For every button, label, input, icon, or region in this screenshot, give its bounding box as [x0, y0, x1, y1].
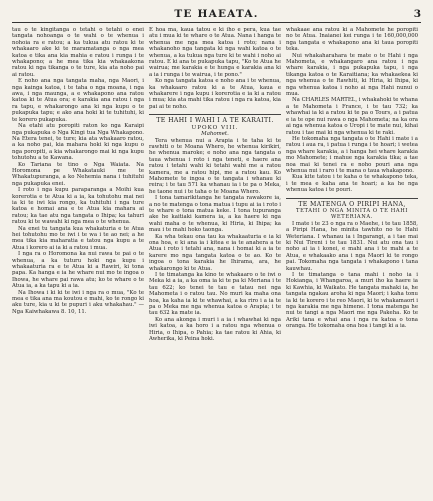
page-header [12, 6, 421, 23]
page-number: 3 [413, 8, 421, 20]
paragraph: I roto i nga kupu paraparanga a Moihi kua korerotia e te Atua ki a ia, ka tohutohu mai nei ia ki te iwi kia rongo, ka tuhituhi i nga ture katoa e homai ana e te Atua kia mahara ai ratou; ka tae atu nga tangata o Ihipa; ka tahuri ratou ki te wawahi ki nga mea o te whenua. [12, 187, 144, 226]
paragraph: Na Ihowa i ki ki te iwi i nga ra o mua, "Ko te mea e tika ana ma koutou e mahi, ko te rongo ki aku ture, kia u ki te pupuri i aku whakahau." — Nga Kaiwhakawa 8. 10, 11. [12, 289, 144, 315]
paragraph: I te timatanga o tana mahi i noho ia i Hokianga, i Whangaroa, a muri iho ka haere ia ki Kawhia, ki Waikato. He tangata mahaki ia, he tangata ngakau aroha ki nga Maori; i kaha tonu ia ki te korero i te reo Maori, ki te whakamaori i nga karakia me nga himene. I tona matenga he nui te tangi a nga Maori me nga Pakeha. Ko te Ariki tana e whai ana i nga ra katoa o tona oranga. He tokomaha ona hoa i tangi ki a ia. [286, 272, 418, 330]
paragraph: E noho ana nga tangata maha, nga Maori, i nga kainga katoa, i te taha o nga moana, i nga awa, i nga maunga, a e whakapono ana ratou katoa ki te Atua ora; e karakia ana ratou i nga ra tapu, e whakarongo ana ki nga kupu o te pukapuka tapu; e ako ana hoki ki te tuhituhi, ki te korero pukapuka. [12, 78, 144, 123]
section-title: TE MATENGA O PIRIPI HANA, [298, 200, 406, 208]
column-2 [149, 27, 281, 501]
paragraph: Kua kite tatou i te kaha o te whakapono teka, i te mea e kaha ana te hoari; a ka he nga whenua katoa i te pouri. [286, 174, 418, 194]
paragraph: Tera whenua nui a Arapia i te taha ki te rawhiti o te Moana Whero, he whenua kirikiri, he whenua maroke; e noho ana nga tangata o taua whenua i roto i nga teneti, e haere ana ratou i tetahi wahi ki tetahi wahi me a ratou kamera, me a ratou hipi, me a ratou kau. Ko Mahomete te ingoa o te tangata i whanau ki reira; i te tau 571 ka whanau ia i te pa o Meka, he taone nui i te taha o te Moana Whero. [149, 137, 281, 195]
paragraph: He tokomaha nga tangata o te Hahi i mate i a ratou i aua ra, i patua i runga i te hoari; i wetea nga whare karakia, a i hanga hei whare karakia mo Mahomete; i mahue nga karakia tika; a tae noa mai ki tenei ra e noho pouri ana nga whenua nui i raro i te mana o taua whakapono. [286, 135, 418, 174]
paragraph: Ko Tariana te tino o Nga Waiata. Na Horomona pe Whakatauki me te Whakatupuranga, a ko Nehemia nana i tuhituhi nga pukapuka enei. [12, 161, 144, 187]
newspaper-title: TE HAEATA. [174, 8, 259, 20]
section-running-head: Mahomet. [201, 131, 229, 138]
paragraph: Ko ana akonga i muri i a ia i whawhai ki nga iwi katoa, a ka horo i a ratou nga whenua o Hiria, o Ihipa, o Pahia; ka tae ratou ki Ahia, ki Awherika, ki Peina hoki. [149, 316, 281, 343]
text-columns [12, 27, 421, 501]
paragraph: E hoa ma, kaua tatou e ki iho e pera, kua tae atu i mua ki te whare o te Atua. Nana i hanga te whenua me nga mea katoa i roto; nana i whakanoho nga tangata ki nga wahi katoa o te whenua, a ka tukua nga ture ki te wahi i noho ai ratou. E ki ana te pukapuka tapu, "Ko te Atua he wairua; me karakia e te hunga e karakia ana ki a ia i runga i te wairua, i te pono." [149, 27, 281, 78]
paragraph: I tona tamarikitanga he tangata rawakore ia, a no te matenga o tona matua i tupu ai ia i roto i te whare o tona matua keke. I tona tupuranga ake he kaitiaki kamera ia, a ka haere ki nga wahi maha o te whenua, ki Hiria, ki Ihipa; ka mau i te mahi hoko taonga. [149, 195, 281, 234]
paragraph: I nga ra o Horomona ka nui rawa te pai o te whenua, a ka tuturu hoki nga kupu i whakaaturia ra e te Atua ki a Rawiri, ki tona papa. Ka hanga e ia he whare nui mo te ingoa o Ihowa, he whare pai rawa atu; ko te whare o te Atua ia, a ka tapu ki a ia. [12, 251, 144, 290]
section-subtitle: TETAHI O NGA MINITA O TE HAHI WETERIANA. [296, 207, 408, 221]
paragraph: Ka wha tekau ona tau ka whakaaturia e ia ki ona hoa, e ki ana ia i kitea e ia te anahera a te Atua i roto i tetahi ana, nana i homai ki a ia te karere mo nga tangata katoa o te ao. Ko te ingoa o tona karakia he Ihirama, ara, he whakarongo ki te Atua. [149, 233, 281, 272]
paragraph: Na CHARLES MARTEL, i whakahoki te whana a te Mahometa i France, i te tau 732; ka whawhai ia ki a ratou ki te pa o Tours, a i patua e ia te ope nui rawa o nga Mahometa; na ka ora ai nga whenua katoa o Uropi i te mate nui, kihai ratou i tae mai ki nga whenua ki te raki. [286, 97, 418, 136]
section-title: TE HAHI I WAHI I A TE KARAITI. [156, 117, 274, 125]
column-3 [286, 27, 418, 501]
paragraph: Na enei tu tangata kua whakaturia e te Atua hei tohutohu mo te iwi i te wa i te ao nei; a he mea tika kia maharatia e tatou nga kupu a te Atua i korero ai ia ki a ratou i mua. [12, 225, 144, 251]
paragraph: I mate i te 23 o nga ra o Maehe, i te tau 1858, a Piripi Hana, he minita tawhito no te Hahi Weteriana. I whanau ia i Ingarangi, a i tae mai ki Nui Tireni i te tau 1831. Nui atu ona tau i noho ai ia i konei, e mahi ana i te mahi a te Atua, e whakaako ana i nga Maori ki te rongo pai. Tokomaha nga tangata i whakapono i tana kauwhau. [286, 220, 418, 272]
paragraph: Nui whakaharahara te mate o te Hahi i nga Mahometa, e whakangaro ana ratou i nga whare karakia, i nga pukapuka tapu, i nga tikanga katoa o te Karaitiana; ka whakaekea ki nga whenua o te Rawhiti, ki Hiria, ki Ihipa, ki nga whenua katoa i noho ai nga Hahi nunui o mua. [286, 52, 418, 98]
paragraph: whakaae ana ratou ki a Mahomete he poropiti no te Atua. Inaianei kei runga i te 160,000,000 nga tangata e whakapono ana ki taua poropiti teka. [286, 27, 418, 53]
section-divider [149, 114, 281, 115]
paragraph: I te timatanga ka kino te whakaaro o te iwi o Meka ki a ia, a ka oma ia ki te pa ki Meriana i te tau 622; ko tenei te tau e tatau nei nga Mahometa i o ratou tau. No muri ka maha ona hoa, ka kaha ia ki te whawhai, a ka riro i a ia te pa o Meka me nga whenua katoa o Arapia; i te tau 632 ka mate ia. [149, 272, 281, 317]
paragraph: tau o te kingitanga o tetahi o tetahi o enei tangata nohoanga o te wahi o te whenua i nohoia ra e ratou; a ka tukua atu ratou ki te whakaaro ake ki te maramatanga o nga mea katoa e tika ana kia mahia e ratou i runga i te whakapono; a he mea tika kia whakaakona ratou ki nga tikanga o te ture, kia ata noho pai ai ratou. [12, 27, 144, 78]
paragraph: Ko nga tangata katoa e noho ana i te whenua, ka whakaaro ratou ki a te Atua, kaua e whakarere i nga kupu i korerotia e ia ki a ratou i mua; kia ata mahi tika ratou i nga ra katoa, kia pai ai te noho. [149, 78, 281, 110]
section-divider [286, 198, 418, 199]
column-1 [12, 27, 144, 501]
paragraph: Na etahi atu poropiti raton ko nga Karaipi nga pukapuka o Nga Kingi tua Nga Whakapono. Na Etera tenei, te ture; kia ata whakaaro ratou, a ka noho pai, kia mahara hoki ki nga kupu o nga poropiti, a kia whakarongo mai ki nga kupu tohutohu a te Kawana. [12, 123, 144, 162]
section-subtitle: UPOKO VIII. [191, 124, 239, 131]
